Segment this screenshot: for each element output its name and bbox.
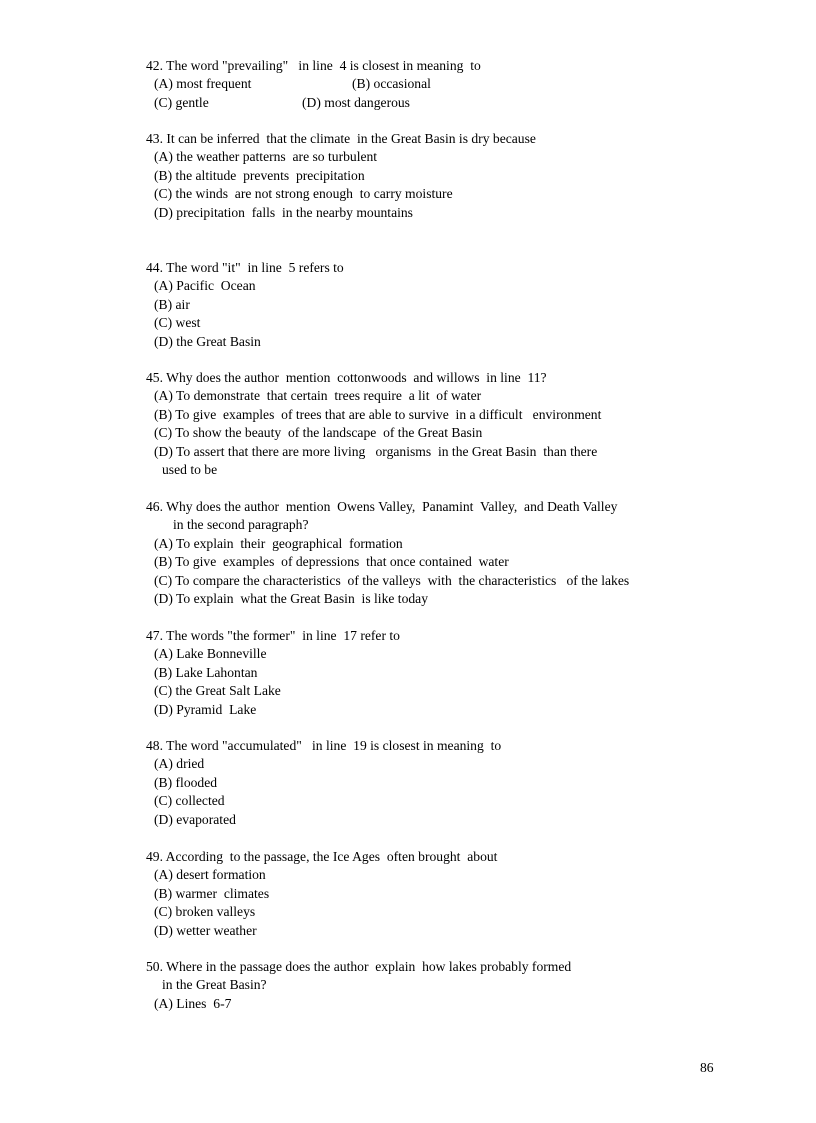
- option-d: (D) most dangerous: [302, 94, 410, 110]
- option-a: (A) To demonstrate that certain trees require a lit of water: [154, 388, 482, 404]
- option-c: (C) broken valleys: [154, 904, 256, 920]
- option-d: (D) To explain what the Great Basin is like today: [154, 590, 429, 606]
- option-b: (B) warmer climates: [154, 885, 270, 901]
- option-row: [146, 75, 766, 93]
- option-a: (A) Lake Bonneville: [154, 646, 267, 662]
- option-b: (B) air: [154, 296, 190, 312]
- option-b: (B) To give examples of trees that are able to survive in a difficult environment: [154, 406, 602, 422]
- option-a: (A) desert formation: [154, 867, 266, 883]
- question-stem: 47. The words "the former" in line 17 refer to: [146, 628, 400, 643]
- question-stem: 49. According to the passage, the Ice Ages often brought about: [146, 849, 498, 864]
- option-d: (D) precipitation falls in the nearby mountains: [154, 204, 413, 220]
- option-c: (C) gentle: [154, 94, 209, 110]
- option-a: (A) most frequent: [154, 76, 252, 92]
- question-44: [146, 259, 766, 351]
- question-49: [146, 848, 766, 940]
- option-d: (D) To assert that there are more living organisms in the Great Basin than there: [154, 443, 598, 459]
- option-b: (B) occasional: [352, 76, 431, 92]
- option-b: (B) the altitude prevents precipitation: [154, 167, 365, 183]
- option-row: [146, 94, 766, 112]
- option-c: (C) the winds are not strong enough to carry moisture: [154, 186, 453, 202]
- option-c: (C) the Great Salt Lake: [154, 683, 281, 699]
- question-stem-continuation: in the Great Basin?: [162, 977, 267, 993]
- question-50: [146, 958, 766, 1013]
- question-stem: 45. Why does the author mention cottonwoods and willows in line 11?: [146, 370, 547, 385]
- option-a: (A) To explain their geographical formation: [154, 535, 403, 551]
- question-stem: 44. The word "it" in line 5 refers to: [146, 260, 344, 275]
- page-number: 86: [700, 1060, 714, 1075]
- question-43: [146, 130, 766, 222]
- option-d: (D) Pyramid Lake: [154, 701, 257, 717]
- option-c: (C) To show the beauty of the landscape of the Great Basin: [154, 425, 483, 441]
- question-stem-continuation: in the second paragraph?: [173, 517, 309, 533]
- option-d: (D) evaporated: [154, 811, 236, 827]
- question-47: [146, 627, 766, 719]
- option-b: (B) To give examples of depressions that once contained water: [154, 554, 509, 570]
- option-d-continuation: used to be: [162, 461, 218, 477]
- question-stem: 50. Where in the passage does the author explain how lakes probably formed: [146, 959, 572, 974]
- option-c: (C) collected: [154, 793, 225, 809]
- option-c: (C) To compare the characteristics of the valleys with the characteristics of the lakes: [154, 572, 630, 588]
- option-d: (D) the Great Basin: [154, 333, 261, 349]
- question-42: [146, 57, 766, 112]
- option-a: (A) Pacific Ocean: [154, 278, 256, 294]
- question-stem: 48. The word "accumulated" in line 19 is closest in meaning to: [146, 738, 502, 753]
- question-stem: 46. Why does the author mention Owens Valley, Panamint Valley, and Death Valley: [146, 499, 618, 514]
- question-46: [146, 498, 766, 608]
- question-stem: 42. The word "prevailing" in line 4 is closest in meaning to: [146, 58, 481, 73]
- question-45: [146, 369, 766, 479]
- option-a: (A) the weather patterns are so turbulent: [154, 149, 378, 165]
- option-b: (B) flooded: [154, 774, 218, 790]
- option-d: (D) wetter weather: [154, 922, 257, 938]
- option-a: (A) dried: [154, 756, 205, 772]
- option-b: (B) Lake Lahontan: [154, 664, 258, 680]
- question-stem: 43. It can be inferred that the climate in the Great Basin is dry because: [146, 131, 536, 146]
- option-c: (C) west: [154, 315, 201, 331]
- option-a: (A) Lines 6-7: [154, 995, 232, 1011]
- question-48: [146, 737, 766, 829]
